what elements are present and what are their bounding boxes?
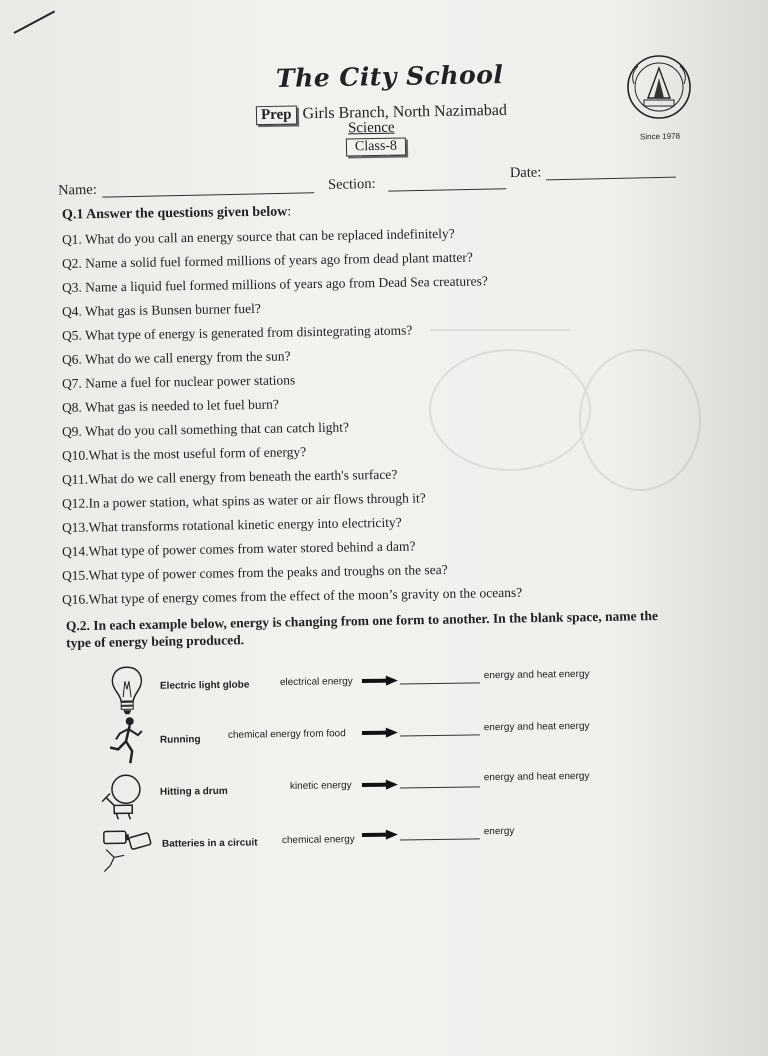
question-item: Q2. Name a solid fuel formed millions of years ago from dead plant matter? (61, 249, 473, 271)
answer-blank[interactable] (400, 838, 480, 840)
example-label: Batteries in a circuit (161, 837, 258, 850)
arrow-right-icon (362, 727, 398, 738)
class-label: Class-8 (346, 137, 406, 156)
example-from: electrical energy (279, 676, 353, 689)
show-through-diagram (390, 300, 710, 520)
branch-badge: Prep (256, 105, 297, 125)
student-info-row (58, 159, 688, 202)
question-item: Q9. What do you call something that can catch light? (61, 419, 349, 439)
arrow-right-icon (362, 675, 398, 686)
since-label: Since 1978 (639, 131, 681, 142)
example-to: energy and heat energy (483, 720, 590, 734)
q1-heading-text: Q.1 Answer the questions given below (61, 204, 288, 223)
question-item: Q7. Name a fuel for nuclear power stations (61, 372, 296, 391)
answer-blank[interactable] (400, 682, 480, 684)
branch-name: Girls Branch, North Nazimabad (302, 101, 508, 123)
q1-heading (62, 204, 291, 223)
date-field[interactable] (546, 176, 676, 181)
runner-icon (100, 715, 155, 770)
example-to: energy (483, 825, 515, 838)
arrow-right-icon (362, 829, 398, 840)
example-from: chemical energy (281, 834, 355, 847)
example-from: kinetic energy (289, 780, 352, 792)
question-item: Q8. What gas is needed to let fuel burn? (61, 396, 279, 415)
example-label: Running (159, 734, 201, 746)
school-crest-logo (626, 54, 692, 120)
example-row (100, 760, 621, 823)
section-field[interactable] (388, 187, 506, 191)
question-item: Q11.What do we call energy from beneath the earth's surface? (61, 466, 398, 487)
question-item: Q10.What is the most useful form of energy? (61, 444, 307, 463)
light-bulb-icon (100, 663, 155, 718)
question-item: Q6. What do we call energy from the sun? (61, 348, 291, 367)
answer-blank[interactable] (400, 786, 480, 788)
drum-icon (100, 767, 155, 822)
question-item: Q14.What type of power comes from water stored behind a dam? (61, 538, 416, 559)
example-to: energy and heat energy (483, 770, 590, 784)
subject-title: Science (347, 119, 395, 137)
battery-icon (100, 821, 155, 876)
answer-blank[interactable] (400, 734, 480, 736)
question-item: Q16.What type of energy comes from the effect of the moon’s gravity on the oceans? (61, 584, 523, 607)
section-label: Section: (327, 175, 376, 193)
question-item: Q3. Name a liquid fuel formed millions of years ago from Dead Sea creatures? (61, 273, 488, 295)
name-field[interactable] (102, 191, 314, 197)
arrow-right-icon (362, 779, 398, 790)
question-item: Q12.In a power station, what spins as water or air flows through it? (61, 490, 426, 511)
question-item: Q1. What do you call an energy source that can be replaced indefinitely? (61, 225, 455, 247)
example-from: chemical energy from food (227, 728, 346, 741)
date-label: Date: (509, 164, 542, 182)
question-item: Q15.What type of power comes from the peaks and troughs on the sea? (61, 561, 448, 583)
question-item: Q5. What type of energy is generated from disintegrating atoms? (61, 322, 413, 343)
question-item: Q13.What transforms rotational kinetic energy into electricity? (61, 514, 402, 535)
example-row (100, 814, 621, 877)
pen-mark (14, 11, 56, 34)
name-label: Name: (57, 181, 97, 199)
example-label: Hitting a drum (159, 785, 228, 798)
example-to: energy and heat energy (483, 668, 590, 682)
question-item: Q4. What gas is Bunsen burner fuel? (61, 300, 261, 319)
school-name: The City School (275, 60, 504, 93)
q1-heading-colon: : (287, 204, 292, 220)
example-label: Electric light globe (159, 679, 250, 692)
q2-heading: Q.2. In each example below, energy is changing from one form to another. In the blank space, name the type of energy being produced. (65, 607, 659, 651)
